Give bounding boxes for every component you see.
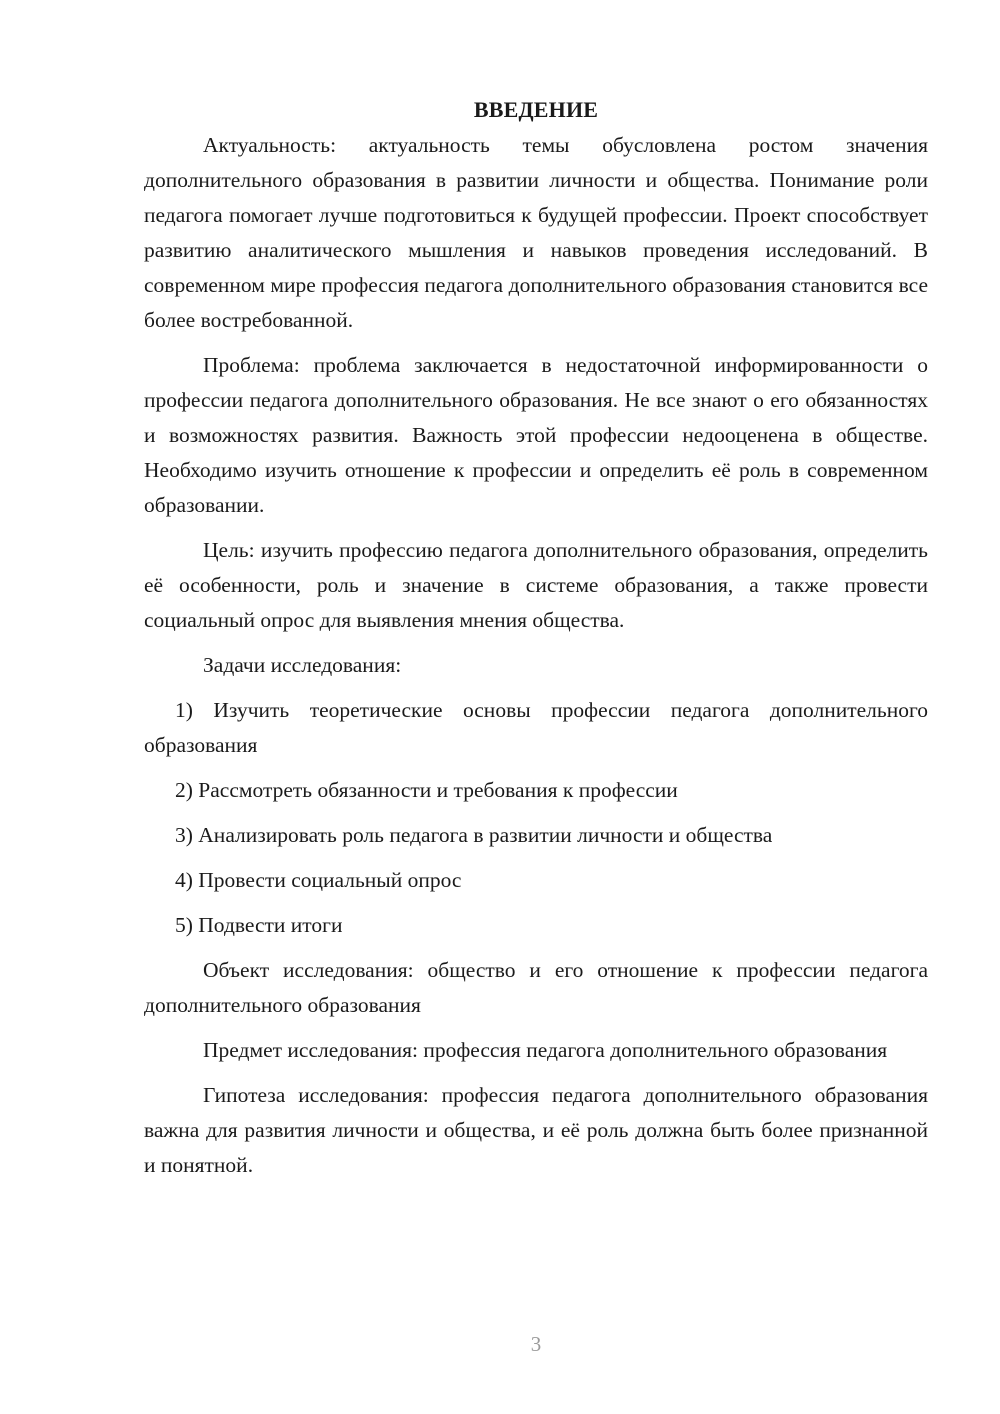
subject-paragraph: Предмет исследования: профессия педагога дополнительного образования (203, 1038, 888, 1062)
task-item-3: 3) Анализировать роль педагога в развитии личности и общества (175, 823, 773, 847)
task-item-2: 2) Рассмотреть обязанности и требования к профессии (175, 778, 678, 802)
hypothesis-paragraph: Гипотеза исследования: профессия педагога дополнительного образования важна для развития личности и общества, и её роль должна быть более признанной и понятной. (144, 1083, 928, 1177)
task-item-4: 4) Провести социальный опрос (175, 868, 462, 892)
problem-paragraph: Проблема: проблема заключается в недостаточной информированности о профессии педагога дополнительного образования. Не все знают о его обязанностях и возможностях развития. Важность этой профессии недооценена в обществе. Необходимо изучить отношение к профессии и определить её роль в современном образовании. (144, 353, 928, 517)
tasks-heading: Задачи исследования: (203, 653, 402, 677)
task-item-5: 5) Подвести итоги (175, 913, 343, 937)
document-page (144, 92, 928, 1193)
page-number: 3 (530, 1332, 542, 1356)
object-paragraph: Объект исследования: общество и его отношение к профессии педагога дополнительного образования (144, 958, 928, 1017)
relevance-paragraph: Актуальность: актуальность темы обусловлена ростом значения дополнительного образования в развитии личности и общества. Понимание роли педагога помогает лучше подготовиться к будущей профессии. Проект способствует развитию аналитического мышления и навыков проведения исследований. В современном мире профессия педагога дополнительного образования становится все более востребованной. (144, 133, 928, 332)
page-title: ВВЕДЕНИЕ (473, 97, 599, 122)
tasks-list (144, 693, 928, 943)
goal-paragraph: Цель: изучить профессию педагога дополнительного образования, определить её особенности, роль и значение в системе образования, а также провести социальный опрос для выявления мнения общества. (144, 538, 928, 632)
task-item-1: 1) Изучить теоретические основы профессии педагога дополнительного образования (144, 698, 928, 757)
